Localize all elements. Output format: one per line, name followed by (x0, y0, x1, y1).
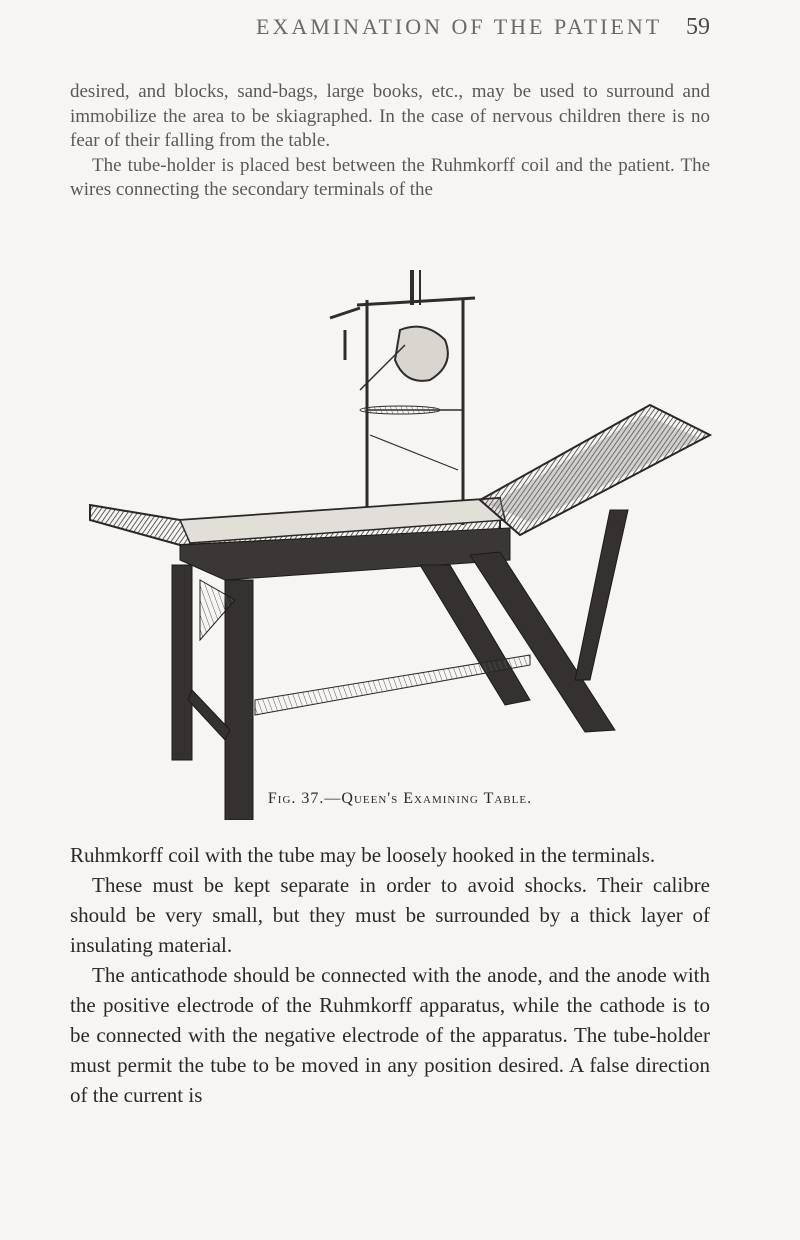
tube-holder-frame (330, 270, 475, 525)
upper-text-block (70, 80, 710, 203)
table-engraving (60, 260, 720, 820)
running-title: EXAMINATION OF THE PATIENT (256, 14, 663, 39)
paragraph: The tube-holder is placed best between the Ruhmkorff coil and the patient. The wires connecting the secondary terminals of the (70, 154, 710, 200)
paragraph: Ruhmkorff coil with the tube may be loosely hooked in the terminals. (70, 843, 656, 867)
paragraph: The anticathode should be connected with the anode, and the anode with the positive electrode of the Ruhmkorff apparatus, while the cathode is to be connected with the negative electrode of the apparatus. The tube-holder must permit the tube to be moved in any position desired. A false direction of the current is (70, 963, 710, 1107)
lower-text-block (70, 840, 710, 1110)
running-head (0, 10, 800, 50)
page-number: 59 (686, 14, 710, 40)
paragraph: desired, and blocks, sand-bags, large books, etc., may be used to surround and immobilize the area to be skiagraphed. In the case of nervous children there is no fear of their falling from the table. (70, 81, 710, 151)
paragraph: These must be kept separate in order to avoid shocks. Their calibre should be very small, but they must be surrounded by a thick layer of insulating material. (70, 873, 710, 957)
figure-caption: Fig. 37.—Queen's Examining Table. (267, 790, 533, 807)
examining-table-illustration (60, 260, 720, 820)
